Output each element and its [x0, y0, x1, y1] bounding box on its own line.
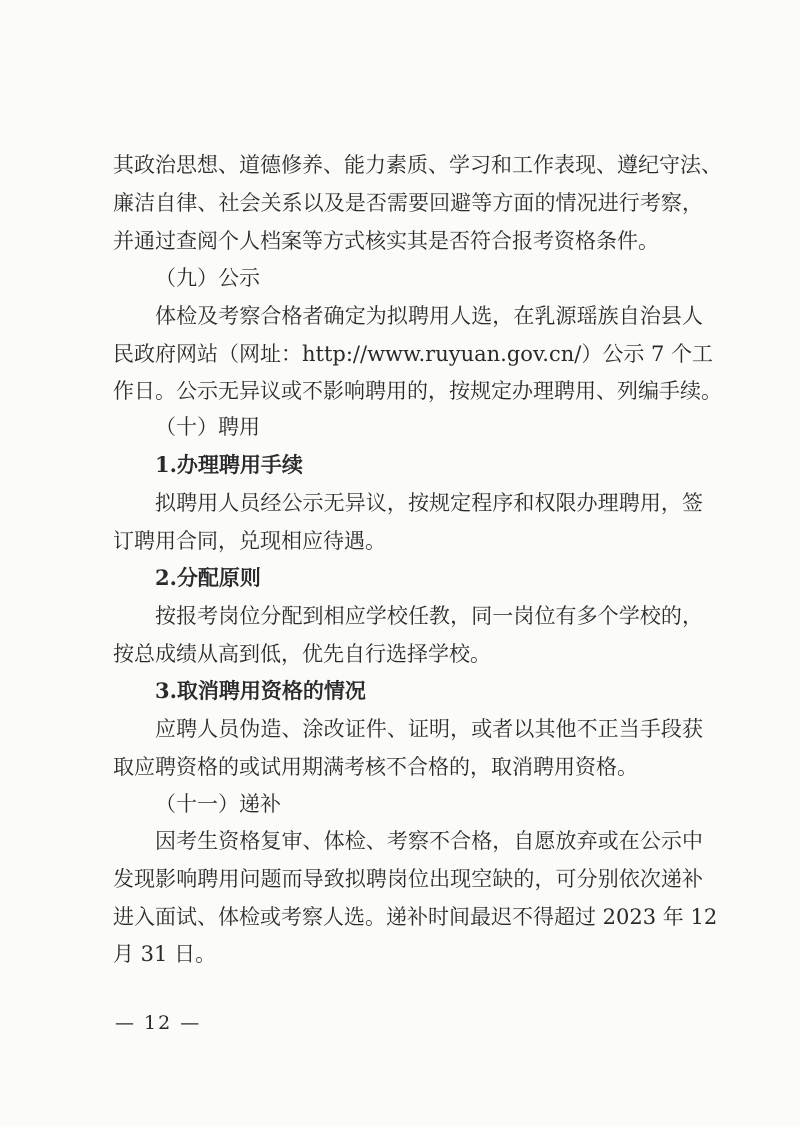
paragraph-line: 订聘用合同，兑现相应待遇。 [113, 529, 386, 553]
paragraph-line: 作日。公示无异议或不影响聘用的，按规定办理聘用、列编手续。 [113, 379, 722, 403]
subheading-cancellation: 3.取消聘用资格的情况 [155, 678, 366, 703]
section-heading-10: （十）聘用 [155, 415, 260, 439]
paragraph-line: 民政府网站（网址：http://www.ruyuan.gov.cn/）公示 7 个工 [113, 342, 714, 366]
paragraph-line: 月 31 日。 [113, 942, 217, 966]
paragraph-line: 并通过查阅个人档案等方式核实其是否符合报考资格条件。 [113, 229, 659, 253]
paragraph-line: 发现影响聘用问题而导致拟聘岗位出现空缺的，可分别依次递补 [113, 867, 703, 891]
subheading-procedures: 1.办理聘用手续 [155, 452, 303, 477]
paragraph-line: 取应聘资格的或试用期满考核不合格的，取消聘用资格。 [113, 755, 638, 779]
paragraph-line: 按总成绩从高到低，优先自行选择学校。 [113, 642, 491, 666]
paragraph-line: 应聘人员伪造、涂改证件、证明，或者以其他不正当手段获 [155, 717, 703, 741]
paragraph-line: 体检及考察合格者确定为拟聘用人选，在乳源瑶族自治县人 [155, 304, 703, 328]
section-heading-11: （十一）递补 [155, 792, 281, 816]
paragraph-line: 按报考岗位分配到相应学校任教，同一岗位有多个学校的， [155, 604, 703, 628]
paragraph-line: 拟聘用人员经公示无异议，按规定程序和权限办理聘用，签 [155, 491, 703, 515]
paragraph-line: 廉洁自律、社会关系以及是否需要回避等方面的情况进行考察， [113, 191, 703, 215]
paragraph-line: 进入面试、体检或考察人选。递补时间最迟不得超过 2023 年 12 [113, 905, 718, 929]
paragraph-line: 因考生资格复审、体检、考察不合格，自愿放弃或在公示中 [155, 829, 703, 853]
section-heading-9: （九）公示 [155, 266, 260, 290]
paragraph-line: 其政治思想、道德修养、能力素质、学习和工作表现、遵纪守法、 [113, 153, 722, 177]
page-number: — 12 — [115, 1012, 202, 1034]
subheading-allocation: 2.分配原则 [155, 565, 261, 590]
